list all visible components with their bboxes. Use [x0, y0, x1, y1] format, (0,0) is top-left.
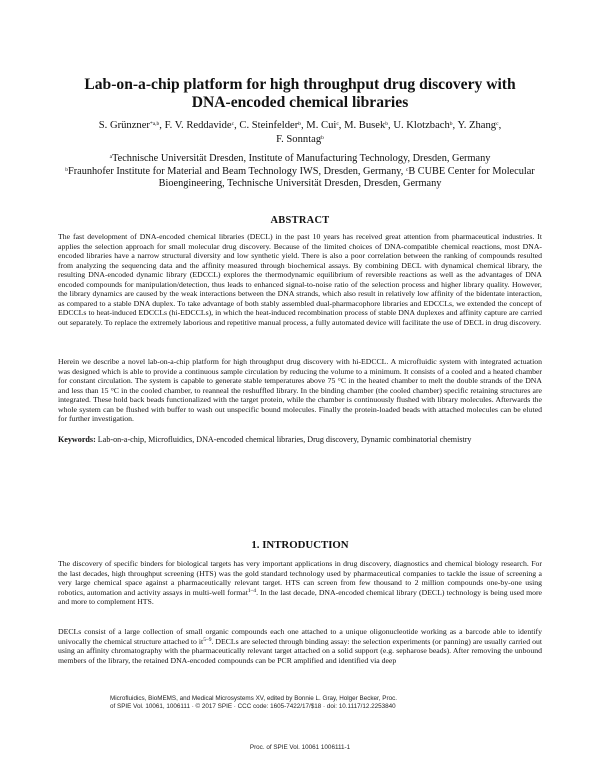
page-number: Proc. of SPIE Vol. 10061 1006111-1: [249, 744, 351, 751]
abstract-paragraph-2: Herein we describe a novel lab-on-a-chip platform for high throughput drug discovery with hi-EDCCL. A microfluidic system with integrated actuation was designed which is able to provide a continuous sample circulation by reducing the volume to a minimum. It consists of a cooled and a heated chamber for constant circulation. The system is capable to generate stable temperatures above 75 °C in the heated chamber to melt the double strands of the DNA and less than 15 °C in the cooled chamber, to reanneal the reshuffled library. In the binding chamber (the cooled chamber) specific retaining structures are integrated. These hold back beads functionalized with the target protein, while the chamber is continuously flushed with library molecules. Afterwards the whole system can be flushed with buffer to wash out unspecific bound molecules. Finally the protein-loaded beads with attached molecules can be eluted for further investigation.: [58, 357, 542, 424]
abstract-paragraph-1: The fast development of DNA-encoded chemical libraries (DECL) in the past 10 years has received great attention from pharmaceutical industries. It applies the selection approach for small molecular drug discovery. Because of the limited choices of DNA-compatible chemical reactions, most DNA-encoded libraries have a narrow structural diversity and low synthetic yield. There is also a poor correlation between the ranking of compounds resulted from analyzing the sequencing data and the affinity measured through biochemical assays. By combining DECL with dynamical chemical library, the resulting DNA-encoded dynamic library (EDCCL) explores the thermodynamic equilibrium of reversible reactions as well as the advantages of DNA encoded compounds for manipulation/detection, thus leads to enhanced signal-to-noise ratio of the selection process and higher library quality. However, the library dynamics are caused by the weak interactions between the DNA strands, which also result in relatively low affinity of the bidentate interaction, as compared to a stable DNA duplex. To take advantage of both stably assembled dual-pharmacophore libraries and EDCCLs, we extended the concept of EDCCLs to heat-induced EDCCLs (hi-EDCCLs), in which the heat-induced recombination process of stable DNA duplexes and affinity capture are carried out separately. To replace the extremely laborious and repetitive manual process, a fully automated device will facilitate the use of DECL in drug discovery.: [58, 232, 542, 327]
author-star: *: [149, 121, 153, 127]
title-line-1: Lab-on-a-chip platform for high throughput drug discovery with: [84, 76, 516, 93]
introduction-heading: 1. INTRODUCTION: [251, 539, 349, 551]
affil-mark: c: [405, 166, 409, 173]
author-list: S. Grünzner$^{*a,b}$, F. V. Reddavide$^c$, C. Steinfelder$^b$, M. Cui$^c$, M. Busek$^b$, U. Klotzbach$^b$, Y. Zhang$^c$, F. Sonntag$^b$: [98, 120, 502, 145]
author-affil-mark: b: [321, 135, 324, 141]
paper-title: [40, 76, 560, 112]
footer-line-1: Microfluidics, BioMEMS, and Medical Microsystems XV, edited by Bonnie L. Gray, Holger Becker, Proc.: [110, 695, 397, 702]
title-line-2: DNA-encoded chemical libraries: [191, 94, 409, 111]
author-affil-mark: c: [231, 121, 235, 127]
keywords-text: Lab-on-a-chip, Microfluidics, DNA-encoded chemical libraries, Drug discovery, Dynamic combinatorial chemistry: [97, 435, 472, 444]
author-name: F. Sonntag: [276, 134, 322, 145]
author-name: F. V. Reddavide: [164, 120, 232, 131]
author-name: M. Busek: [344, 120, 386, 131]
author-name: S. Grünzner: [98, 120, 150, 131]
author-affil-mark: c: [336, 121, 339, 127]
author-name: M. Cui: [306, 120, 337, 131]
affiliation-c: B CUBE Center for Molecular Bioengineering, Technische Universität Dresden, Dresden, Germany: [158, 165, 535, 190]
affiliation-a: Technische Universität Dresden, Institute of Manufacturing Technology, Dresden, Germany: [112, 153, 491, 164]
intro-p2-text: DECLs consist of a large collection of small organic compounds each one attached to a unique oligonucleotide working as a barcode able to identify univocally the chemical structure attached to it: [58, 627, 542, 646]
citation-ref: 5–9: [203, 636, 212, 643]
intro-p1-text: The discovery of specific binders for biological targets has very important applications in drug discovery, diagnostics and chemical biology research. For the last decades, high throughput screening (HTS) was the gold standard technology used by pharmaceutical companies to tackle the issue of screening a very large chemical space against a pharmaceutically relevant target. HTS can screen from few thousand to 2 million compounds one-by-one using robotics, automation and activity assays in multi-well format: [58, 559, 542, 597]
author-name: U. Klotzbach: [393, 120, 450, 131]
author-affil-mark: b: [385, 121, 389, 127]
affiliations: [60, 153, 540, 191]
author-name: Y. Zhang: [457, 120, 497, 131]
citation-footer: [110, 695, 397, 711]
citation-ref: 1–4: [247, 587, 257, 594]
footer-line-2: of SPIE Vol. 10061, 1006111 · © 2017 SPIE · CCC code: 1605-7422/17/$18 · doi: 10.1117/12.2253840: [110, 703, 396, 711]
intro-p2-text-cont: . DECLs are selected through binding assay: the selection experiments (or panning) are usually carried out using an affinity chromatography with the pharmaceutically relevant target attached on a solid support (e.g. sepharose beads). After removing the unbound members of the library, the retained DNA-encoded compounds can be PCR amplified and identified via deep: [58, 636, 542, 665]
affiliation-b: Fraunhofer Institute for Material and Beam Technology IWS, Dresden, Germany,: [68, 165, 404, 177]
abstract-heading: ABSTRACT: [270, 215, 330, 226]
intro-paragraph-2: [58, 627, 542, 665]
author-affil-mark: c: [496, 121, 499, 127]
author-affil-mark: b: [298, 121, 301, 127]
author-affil-mark: a,b: [152, 121, 160, 127]
keywords: [58, 435, 542, 445]
intro-p1-text-cont: . In the last decade, DNA-encoded chemical library (DECL) technology is being used more and more to complement HTS.: [58, 587, 542, 607]
affil-mark: a: [109, 154, 113, 160]
keywords-label: Keywords:: [58, 435, 96, 444]
intro-paragraph-1: [58, 559, 542, 607]
author-affil-mark: b: [449, 121, 453, 127]
affil-mark: b: [65, 166, 69, 173]
author-name: C. Steinfelder: [239, 120, 299, 131]
